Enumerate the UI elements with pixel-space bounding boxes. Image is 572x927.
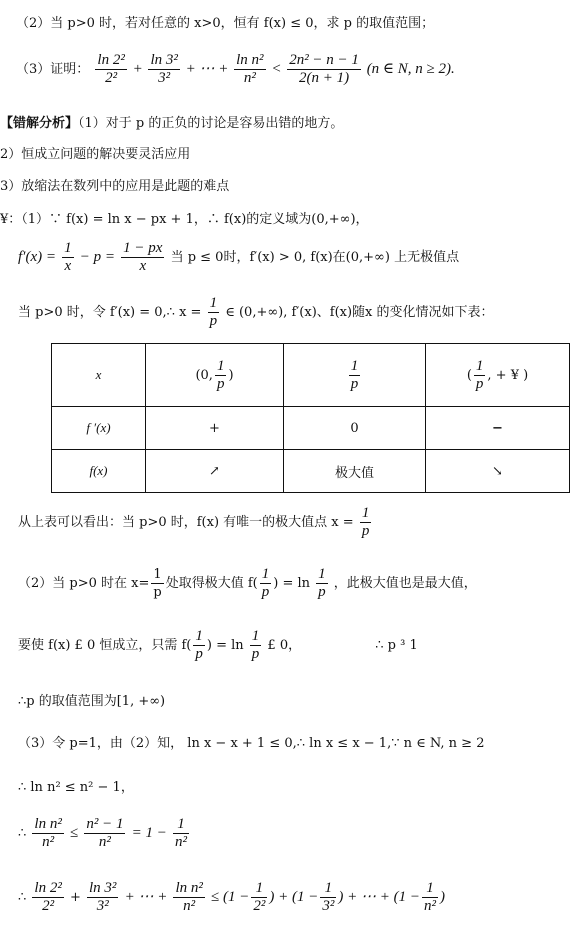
analysis-heading: 【错解分析】 bbox=[0, 116, 79, 131]
table-cell: f ′(x) bbox=[52, 407, 146, 450]
solution-line-9: ∴ ln n² ≤ n² − 1， bbox=[18, 780, 134, 795]
table-cell: 0 bbox=[284, 407, 426, 450]
table-cell: f(x) bbox=[52, 450, 146, 493]
solution-line-11: ∴ $\frac{\text{ln 2²}}{\text{2²}}$ + $\frac{\text{ln 3²}}{\text{3²}}$ + ⋯ + $\frac{\text{ln n²}}{\text{n²}}$ ≤ (1 − $\frac{1}{\text{2²}}$ ) + (1 − $\frac{1}{\text{3²}}$ ) + ⋯ + (1 − $\frac{1}{\text{n²}}$ ) bbox=[18, 880, 445, 914]
solution-line-10: ∴ $\frac{\text{ln n²}}{\text{n²}}$ ≤ $\frac{\text{n² − 1}}{\text{n²}}$ = 1 − $\frac{1}{\text{n²}}$ bbox=[18, 816, 188, 850]
table-header-interval-1: (0, $\frac{1}{p}$ ) bbox=[146, 344, 284, 407]
table-header-x: x bbox=[52, 344, 146, 407]
fraction: $\frac{\text{ln 2²}}{\text{2²}}$ bbox=[97, 52, 125, 86]
table-cell: + bbox=[146, 407, 284, 450]
fraction: $\frac{\text{ln 3²}}{\text{3²}}$ bbox=[150, 52, 178, 86]
solution-line-5: （2）当 p>0 时在 x= $\frac{1}{p}$ 处取得极大值 f( $\frac{1}{p}$ ) = ln $\frac{1}{p}$ ，此极大值也是最大值， bbox=[18, 566, 477, 600]
table-cell: − bbox=[426, 407, 570, 450]
analysis-line-3: 3）放缩法在数列中的应用是此题的难点 bbox=[0, 179, 230, 194]
analysis-line-2: 2）恒成立问题的解决要灵活应用 bbox=[0, 147, 191, 162]
solution-line-4: 从上表可以看出：当 p>0 时，f(x) 有唯一的极大值点 x = $\frac{1}{p}$ bbox=[18, 505, 370, 539]
question-3-label: （3）证明： bbox=[16, 61, 90, 77]
question-3: （3）证明： $\frac{\text{ln 2²}}{\text{2²}}$ + $\frac{\text{ln 3²}}{\text{3²}}$ + ⋯ + $\frac{\text{ln n²}}{\text{n²}}$ < $\frac{\text{2n² − n − 1}}{2(n + 1)}$ (n ∈ N, n ≥ 2). bbox=[16, 52, 455, 86]
table-row bbox=[52, 450, 570, 493]
solution-line-8: （3）令 p=1，由（2）知， ln x − x + 1 ≤ 0,∴ ln x ≤ x − 1,∵ n ∈ N, n ≥ 2 bbox=[18, 736, 485, 751]
table-header-interval-2: ( $\frac{1}{p}$ , + ¥ ) bbox=[426, 344, 570, 407]
solution-derivative: f′(x) = $\frac{1}{x}$ − p = $\frac{1 - px}{x}$ 当 p ≤ 0时，f′(x) > 0, f(x)在(0,+∞) 上无极值点 bbox=[18, 240, 460, 274]
analysis-line-1: 【错解分析】（1）对于 p 的正负的讨论是容易出错的地方。 bbox=[0, 116, 344, 131]
variation-table bbox=[51, 343, 570, 493]
solution-line-1: ¥：（1）∵ f(x) = ln x − px + 1，∴ f(x)的定义域为(0,+∞)， bbox=[0, 212, 369, 227]
fraction: $\frac{\text{2n² − n − 1}}{2(n + 1)}$ bbox=[289, 52, 359, 86]
table-cell: ↘ bbox=[426, 450, 570, 493]
solution-line-7: ∴p 的取值范围为[1, +∞) bbox=[18, 694, 166, 709]
table-row bbox=[52, 407, 570, 450]
table-row bbox=[52, 344, 570, 407]
table-cell: 极大值 bbox=[284, 450, 426, 493]
solution-line-6: 要使 f(x) £ 0 恒成立，只需 f( $\frac{1}{p}$ ) = ln $\frac{1}{p}$ £ 0， ∴ p ³ 1 bbox=[18, 628, 418, 662]
solution-line-3: 当 p>0 时，令 f′(x) = 0,∴ x = $\frac{1}{p}$ ∈ (0,+∞), f′(x)、f(x)随x 的变化情况如下表： bbox=[18, 295, 494, 329]
question-2: （2）当 p>0 时，若对任意的 x>0，恒有 f(x) ≤ 0，求 p 的取值范围； bbox=[16, 16, 435, 31]
table-cell: ↗ bbox=[146, 450, 284, 493]
table-header-critical: $\frac{1}{p}$ bbox=[284, 344, 426, 407]
fraction: $\frac{\text{ln n²}}{\text{n²}}$ bbox=[236, 52, 264, 86]
